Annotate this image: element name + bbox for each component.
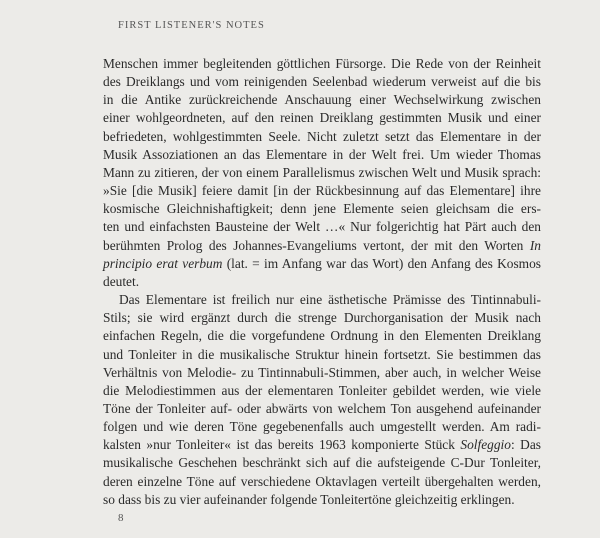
text-line: musikalische Geschehen beschränkt sich auf die aufsteigende C-Dur Tonleiter,: [103, 455, 541, 471]
text-line: »Sie [die Musik] feiere damit [in der Rückbesinnung auf das Elementare] ihre: [103, 183, 541, 199]
text-line: deren einzelne Töne auf verschiedene Oktavlagen verteilt übergehalten werden,: [103, 473, 541, 489]
paragraph-2: [103, 291, 541, 509]
text-line: so dass bis zu vier aufeinander folgende Tonleitertöne gleichzeitig erklingen.: [103, 491, 515, 507]
text-line: folgen und wie deren Töne gegebenenfalls auch umgestellt werden. Am radi-: [103, 419, 541, 435]
body-text: [103, 55, 541, 509]
text-line: Stils; sie wird ergänzt durch die strenge Durchorganisation der Musik nach: [103, 310, 541, 326]
text-line: Mann zu zitieren, der von einem Parallelismus zwischen Welt und Musik sprach:: [103, 164, 541, 180]
text-line: kosmische Gleichnishaftigkeit; denn jene Elemente seien gleichsam die ers-: [103, 201, 541, 217]
text-line: Menschen immer begleitenden göttlichen Fürsorge. Die Rede von der Reinheit: [103, 56, 541, 71]
text-line: die Melodiestimmen aus der elementaren Tonleiter gebildet werden, wie viele: [103, 382, 541, 398]
text-line: Musik Assoziationen an das Elementare in der Welt frei. Um wieder Thomas: [103, 146, 541, 162]
running-header: FIRST LISTENER'S NOTES: [118, 20, 265, 31]
text-line: Das Elementare ist freilich nur eine ästhetische Prämisse des Tintinnabuli-: [119, 292, 541, 308]
text-line: berühmten Prolog des Johannes-Evangeliums vertont, der mit den Worten In: [103, 237, 541, 253]
text-line: kalsten »nur Tonleiter« ist das bereits 1963 komponierte Stück Solfeggio: Das: [103, 437, 541, 453]
text-line: Verhältnis von Melodie- zu Tintinnabuli-Stimmen, aber auch, in welcher Weise: [103, 364, 541, 380]
text-line: einfachen Regeln, die die vorgefundene Ordnung in den Elementen Dreiklang: [103, 328, 541, 344]
text-line: einer wohlgeordneten, auf den reinen Dreiklang gestimmten Musik und einer: [103, 110, 541, 126]
page-number: 8: [118, 512, 124, 524]
text-line: ten und einfachsten Bausteine der Welt …« Nur folgerichtig hat Pärt auch den: [103, 219, 541, 235]
text-line: befriedeten, wohlgestimmten Seele. Nicht zuletzt setzt das Elementare in der: [103, 128, 541, 144]
text-line: Töne der Tonleiter auf- oder abwärts von welchem Ton ausgehend aufeinander: [103, 400, 541, 416]
paragraph-1: [103, 55, 541, 291]
text-line: principio erat verbum (lat. = im Anfang war das Wort) den Anfang des Kosmos: [103, 255, 541, 271]
text-line: deutet.: [103, 273, 140, 289]
text-line: und Tonleiter in die musikalische Struktur hinein fortsetzt. Sie bestimmen das: [103, 346, 541, 362]
text-line: in die Antike zurückreichende Anschauung einer Wechselwirkung zwischen: [103, 92, 541, 108]
text-line: des Dreiklangs und vom reinigenden Seelenbad wiederum verweist auf die bis: [103, 74, 541, 90]
